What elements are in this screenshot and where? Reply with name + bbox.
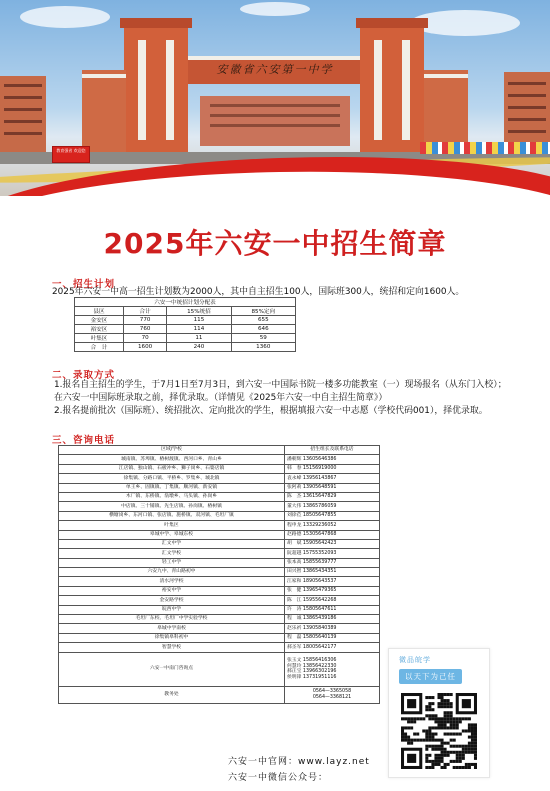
admission-item-2: 2.报名提前批次（国际班）、统招批次、定向批次的学生，根据填报六安一中志愿（学校代码001），择优录取。 [54,406,488,416]
contact-phone: 程 磊 15805640139 [285,633,380,642]
allocation-cell: 裕安区 [75,325,124,334]
contact-region: 木厂镇、东桥镇、翁墩乡、马头镇、孙岗乡 [59,492,285,501]
contact-row [59,511,380,520]
allocation-row [75,316,296,325]
office-label: 教务处 [59,686,285,703]
contact-row [59,521,380,530]
allocation-cell: 合 计 [75,343,124,352]
office-phone: 0564—3368121 [312,694,352,700]
contact-region: 皋城中学、皋城东校 [59,530,285,539]
allocation-cell: 11 [167,334,231,343]
gate-contact: 郝正宝 13966302196 [287,669,337,675]
allocation-cell: 655 [231,316,295,325]
gate-contact: 何慧玲 13856422330 [287,663,337,669]
allocation-table-caption: 六安一中统招计划分配表 [75,298,296,307]
contact-phone: 董大伟 13865786059 [285,502,380,511]
gate-consult-contacts [285,652,380,686]
allocation-cell: 114 [167,325,231,334]
side-welcome-sign: 教育强省 欢迎您 [52,146,90,163]
contact-row [59,577,380,586]
allocation-cell: 770 [124,316,167,325]
contact-phone: 张阿莉 13905648591 [285,483,380,492]
contact-region: 单王乡、固镇镇、丁集镇、顺河镇、新安镇 [59,483,285,492]
contact-region: 汇文学校 [59,549,285,558]
contact-region: 六安九中、青山路初中 [59,568,285,577]
allocation-cell: 1600 [124,343,167,352]
contact-row [59,558,380,567]
contact-phone: 郝圣军 18005642177 [285,643,380,652]
contact-phone: 程申龙 13329236052 [285,521,380,530]
contact-region: 中店镇、三十铺镇、先生店镇、孙岗镇、椿树镇 [59,502,285,511]
contact-region: 皖西中学 [59,605,285,614]
contact-row [59,586,380,595]
gate-sign: 安徽省六安第一中学 [216,63,334,76]
allocation-cell: 115 [167,316,231,325]
contact-region: 叶集区 [59,521,285,530]
office-contacts [285,686,380,703]
contact-row [59,624,380,633]
contact-region: 清水河学校 [59,577,285,586]
contact-row [59,643,380,652]
contact-region: 皋城中学南校 [59,624,285,633]
qr-code-icon[interactable] [401,693,477,769]
contact-header-region: 区域/学校 [59,446,285,455]
contact-row [59,464,380,473]
gate-contact: 张玉文 15856416306 [287,657,337,663]
allocation-table [74,297,296,352]
allocation-header: 15%统招 [167,307,231,316]
contact-row [59,549,380,558]
contact-phone: 程 诚 13865439186 [285,615,380,624]
contact-region: 汇文中学 [59,539,285,548]
contact-phone: 赵路德 15305647868 [285,530,380,539]
contact-region: 金安路学校 [59,596,285,605]
allocation-cell: 70 [124,334,167,343]
contact-row [59,615,380,624]
allocation-header: 县区 [75,307,124,316]
contact-phone: 张本高 15855639777 [285,558,380,567]
allocation-cell: 叶集区 [75,334,124,343]
wechat-qr-card [388,648,490,778]
contact-region: 裕安中学 [59,586,285,595]
contact-table [58,445,380,704]
section-heading-plan: 一、招生计划 [52,279,116,290]
contact-phone: 张 健 13965479365 [285,586,380,595]
contact-row [59,474,380,483]
allocation-cell: 1360 [231,343,295,352]
contact-phone: 赵乐祈 13905840389 [285,624,380,633]
allocation-header: 合计 [124,307,167,316]
contact-region: 横塘岗乡、东河口镇、张店镇、施桥镇、双河镇、毛坦厂镇 [59,511,285,520]
flag-row [420,142,550,154]
allocation-cell: 240 [167,343,231,352]
contact-phone: 阮超越 15755352093 [285,549,380,558]
admission-item-1: 1.报名自主招生的学生，于7月1日至7月3日，到六安一中国际书院一楼多功能教室（一）现场报名（从东门入校）；在六安一中国际班录取之前，择优录取。（详情见《2025年六安一中自主招生简章》） [54,380,507,403]
section-heading-admission: 二、录取方式 [52,370,116,381]
gate-consult-label: 六安一中南门咨询点 [59,652,285,686]
contact-region: 轻工中学 [59,558,285,567]
gate-contact: 侯明锋 13731951116 [287,674,337,680]
wechat-card-title: 微品皖学 [399,656,431,664]
contact-region: 智慧学校 [59,643,285,652]
allocation-row [75,343,296,352]
left-building [0,76,46,156]
contact-region: 徐集镇、分路口镇、平桥乡、罗集乡、城北镇 [59,474,285,483]
contact-phone: 陈 江 15955642268 [285,596,380,605]
section-heading-contacts: 三、咨询电话 [52,435,116,446]
contact-phone: 袁永峰 13956143867 [285,474,380,483]
contact-region: 城南镇、苏埠镇、椿树渡镇、西河口乡、青山乡 [59,455,285,464]
contact-row [59,568,380,577]
contact-row [59,596,380,605]
contact-phone: 陈 杰 13615647829 [285,492,380,501]
contact-phone: 田兴智 13865434351 [285,568,380,577]
main-hall [200,96,350,146]
contact-row [59,539,380,548]
contact-phone: 胡 斌 15905642423 [285,539,380,548]
contact-phone: 江家和 18905643537 [285,577,380,586]
allocation-cell: 59 [231,334,295,343]
contact-region: 徐集镇皋科初中 [59,633,285,642]
office-phone: 0564—3365058 [312,689,352,694]
contact-phone: 韩 春 15156919000 [285,464,380,473]
right-gate-tower [360,22,424,154]
contact-region: 毛坦厂东校、毛坦厂中学实验学校 [59,615,285,624]
campus-banner [0,0,550,196]
plan-text: 2025年六安一中高一招生计划数为2000人，其中自主招生100人，国际班300人，统招和定向1600人。 [52,287,465,297]
allocation-header: 85%定向 [231,307,295,316]
contact-header-phone: 招生组长及联系电话 [285,446,380,455]
allocation-row [75,334,296,343]
allocation-cell: 金安区 [75,316,124,325]
contact-phone: 许 涛 15805647611 [285,605,380,614]
allocation-cell: 646 [231,325,295,334]
contact-phone: 刘徐莅 18505647855 [285,511,380,520]
contact-row [59,502,380,511]
contact-row [59,455,380,464]
contact-row [59,633,380,642]
left-gate-tower [124,22,188,154]
official-website: 六安一中官网：www.layz.net [228,757,370,767]
contact-region: 江店镇、独山镇、石板冲乡、狮子岗乡、石婆店镇 [59,464,285,473]
wechat-card-slogan: 以天下为己任 [399,669,462,684]
contact-row [59,530,380,539]
wechat-account-label: 六安一中微信公众号： [228,773,329,783]
contact-row [59,605,380,614]
contact-row [59,492,380,501]
contact-phone: 潘朝辉 13605646386 [285,455,380,464]
page-title: 2025年六安一中招生简章 [103,227,447,260]
allocation-row [75,325,296,334]
contact-row [59,483,380,492]
allocation-cell: 760 [124,325,167,334]
